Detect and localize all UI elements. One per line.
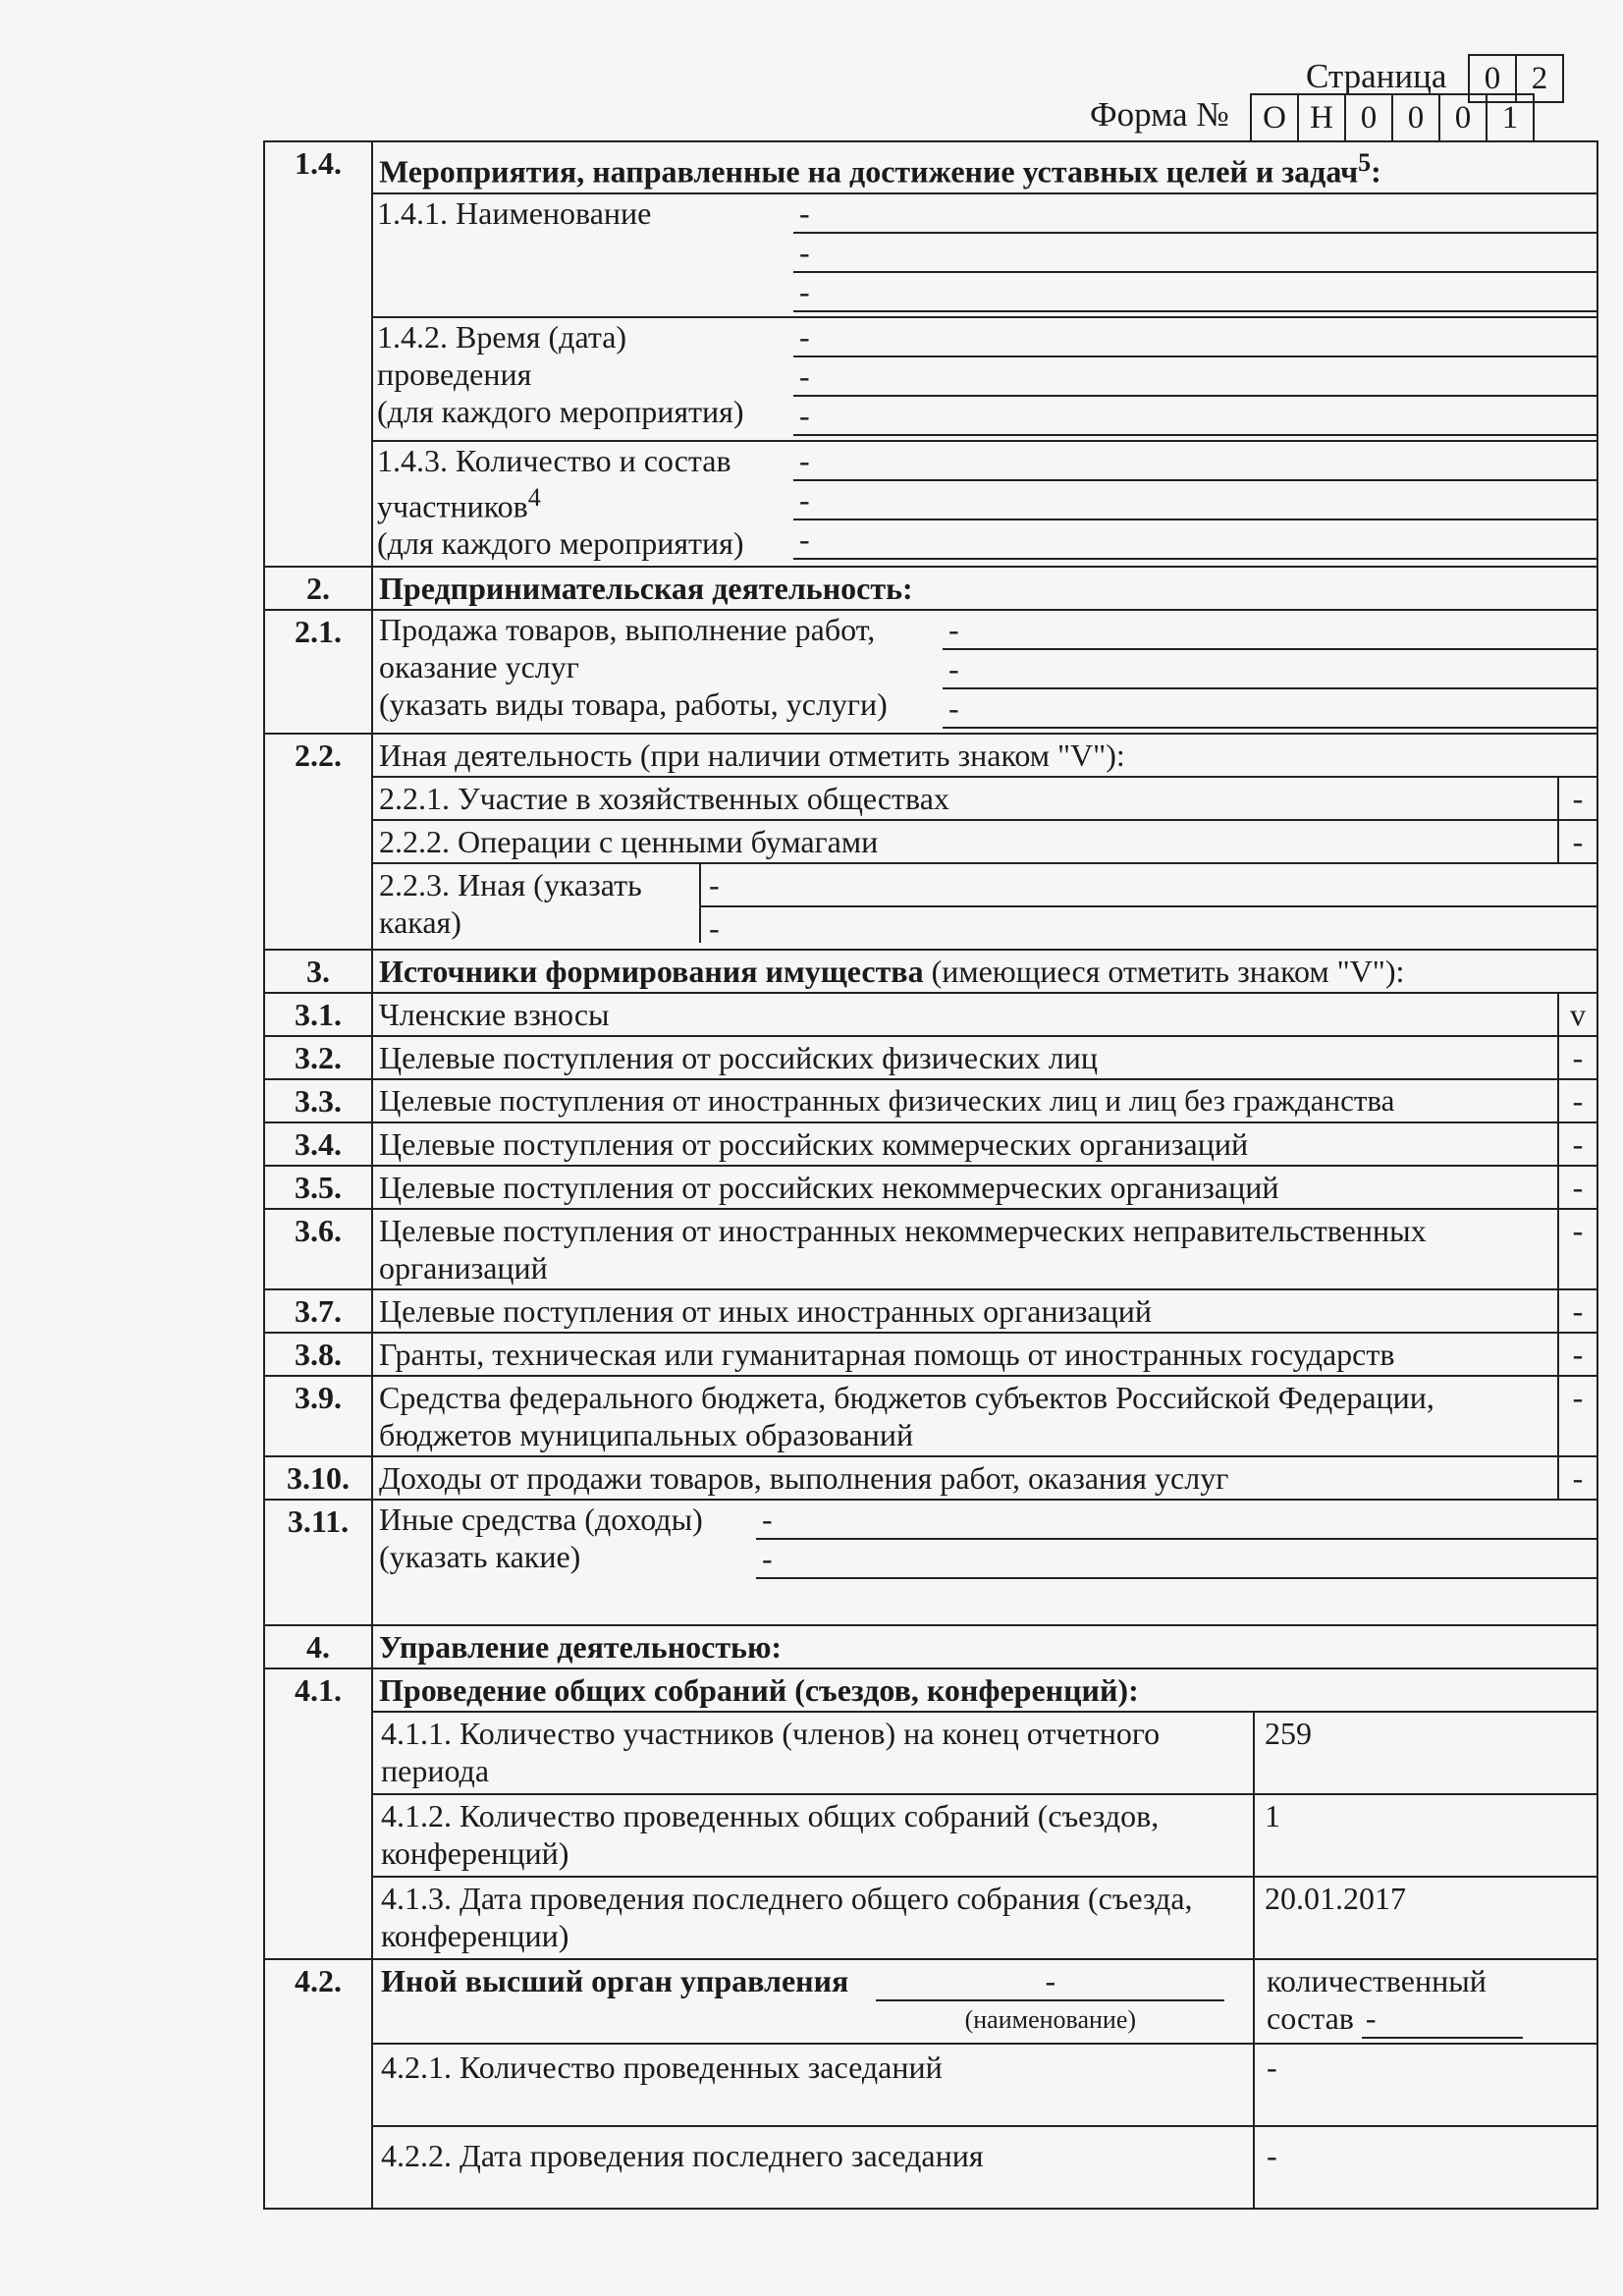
row-label: Иные средства (доходы) (указать какие)	[379, 1502, 703, 1575]
value-line: -	[701, 864, 1596, 907]
section-1-4	[264, 141, 1597, 193]
mark-cell: -	[1558, 1079, 1597, 1122]
row-title: Иной высший орган управления	[381, 1963, 849, 1999]
title-colon: :	[1371, 153, 1381, 190]
row-2-2-3	[264, 863, 1597, 950]
mark-cell: -	[1558, 1209, 1597, 1289]
mark-cell: -	[1558, 1456, 1597, 1500]
page-digit: 0	[1468, 54, 1517, 103]
row-label: 4.1.1. Количество участников (членов) на конец отчетного периода	[373, 1713, 1255, 1793]
row-1-4-1	[264, 193, 1597, 317]
mark-cell: -	[1558, 1289, 1597, 1333]
value-line: -	[756, 1501, 1596, 1540]
row-3-3: 3.3. Целевые поступления от иностранных физических лиц и лиц без гражданства -	[264, 1079, 1597, 1122]
section-title: Источники формирования имущества (имеющиеся отметить знаком "V"):	[372, 950, 1597, 993]
section-title	[372, 141, 1597, 193]
row-number: 4.1.	[264, 1668, 372, 1959]
row-number: 3.11.	[264, 1500, 372, 1625]
count-value: -	[1362, 1999, 1523, 2039]
row-4-1-2	[264, 1794, 1597, 1877]
value-line: -	[793, 318, 1596, 357]
row-2-2-1	[264, 777, 1597, 820]
report-form-table	[263, 140, 1598, 2210]
value-line: -	[793, 273, 1596, 312]
form-code-char: О	[1250, 93, 1299, 142]
row-3-10: 3.10. Доходы от продажи товаров, выполнения работ, оказания услуг -	[264, 1456, 1597, 1500]
form-code-char: 0	[1393, 93, 1440, 142]
section-title: Предпринимательская деятельность:	[372, 567, 1597, 610]
section-2	[264, 567, 1597, 610]
row-value: -	[1267, 2050, 1277, 2086]
form-code-char: Н	[1299, 93, 1346, 142]
row-4-2-2	[264, 2126, 1597, 2209]
form-code-char: 1	[1488, 93, 1535, 142]
page-digit: 2	[1517, 54, 1564, 103]
row-value: 20.01.2017	[1265, 1881, 1406, 1917]
row-label: 1.4.3. Количество и состав участников$^4$ (для каждого мероприятия)	[377, 442, 744, 562]
row-label: 1.4.2. Время (дата) проведения (для каждого мероприятия)	[377, 318, 744, 429]
row-2-2-2	[264, 820, 1597, 863]
value-line: -	[793, 357, 1596, 397]
row-3-9: 3.9. Средства федерального бюджета, бюджетов субъектов Российской Федерации, бюджетов муниципальных образований -	[264, 1376, 1597, 1456]
value-line: -	[943, 650, 1596, 689]
value-line: -	[943, 689, 1596, 729]
row-4-2-1	[264, 2044, 1597, 2126]
value-line: -	[943, 611, 1596, 650]
row-value: -	[1267, 2138, 1277, 2174]
row-3-6: 3.6. Целевые поступления от иностранных некоммерческих неправительственных организаций -	[264, 1209, 1597, 1289]
value-line: -	[793, 481, 1596, 520]
row-label: 4.2.2. Дата проведения последнего заседания	[373, 2127, 1255, 2208]
section-title: Управление деятельностью:	[372, 1625, 1597, 1668]
row-4-1-3	[264, 1877, 1597, 1959]
row-3-5: 3.5. Целевые поступления от российских некоммерческих организаций -	[264, 1166, 1597, 1209]
row-4-1	[264, 1668, 1597, 1712]
mark-cell: -	[1558, 1376, 1597, 1456]
row-label: 2.2.3. Иная (указать какая)	[373, 864, 701, 943]
row-number: 3.	[264, 950, 372, 993]
value-line: -	[793, 194, 1596, 234]
mark-cell: -	[1558, 777, 1597, 820]
row-3-1: 3.1. Членские взносы v	[264, 993, 1597, 1036]
value-line: -	[709, 910, 720, 947]
row-label: 4.2.1. Количество проведенных заседаний	[373, 2045, 1255, 2125]
row-number: 2.1.	[264, 610, 372, 734]
body-name-value: -	[876, 1962, 1224, 2001]
field-caption: (наименование)	[964, 2005, 1137, 2035]
row-3-4: 3.4. Целевые поступления от российских коммерческих организаций -	[264, 1122, 1597, 1166]
form-code-cells	[1250, 93, 1535, 142]
row-label: 4.1.3. Дата проведения последнего общего собрания (съезда, конференции)	[373, 1878, 1255, 1958]
row-number: 4.2.	[264, 1959, 372, 2209]
mark-cell: -	[1558, 1333, 1597, 1376]
row-3-8: 3.8. Гранты, техническая или гуманитарная помощь от иностранных государств -	[264, 1333, 1597, 1376]
form-label: Форма №	[1090, 95, 1229, 134]
form-code-char: 0	[1440, 93, 1488, 142]
row-label: 2.2.2. Операции с ценными бумагами	[372, 820, 1558, 863]
row-label: 2.2.1. Участие в хозяйственных обществах	[372, 777, 1558, 820]
count-label: количественный	[1267, 1963, 1487, 1999]
page-label: Страница	[1306, 57, 1447, 95]
mark-cell: v	[1558, 993, 1597, 1036]
section-4	[264, 1625, 1597, 1668]
mark-cell: -	[1558, 1122, 1597, 1166]
row-title: Проведение общих собраний (съездов, конференций):	[372, 1668, 1597, 1712]
section-3	[264, 950, 1597, 993]
mark-cell: -	[1558, 1166, 1597, 1209]
footnote-ref: 5	[1358, 148, 1372, 177]
row-1-4-3	[264, 441, 1597, 568]
row-3-2: 3.2. Целевые поступления от российских физических лиц -	[264, 1036, 1597, 1079]
mark-cell: -	[1558, 1036, 1597, 1079]
footnote-ref: 4	[527, 482, 541, 512]
row-value: 1	[1265, 1798, 1280, 1834]
row-3-7: 3.7. Целевые поступления от иных иностранных организаций -	[264, 1289, 1597, 1333]
row-number: 2.2.	[264, 734, 372, 950]
row-label: 4.1.2. Количество проведенных общих собраний (съездов, конференций)	[373, 1795, 1255, 1876]
value-line: -	[793, 234, 1596, 273]
row-4-2: 4.2. Иной высший орган управления - (наименование) количественный состав -	[264, 1959, 1597, 2044]
value-line: -	[793, 397, 1596, 436]
row-number: 4.	[264, 1625, 372, 1668]
value-line: -	[793, 520, 1596, 560]
row-2-1	[264, 610, 1597, 734]
value-line: -	[793, 442, 1596, 481]
form-code-char: 0	[1346, 93, 1393, 142]
mark-cell: -	[1558, 820, 1597, 863]
row-1-4-2	[264, 317, 1597, 441]
row-2-2	[264, 734, 1597, 777]
row-title: Иная деятельность (при наличии отметить знаком "V"):	[372, 734, 1597, 777]
row-number: 2.	[264, 567, 372, 610]
row-3-11	[264, 1500, 1597, 1625]
section-title-text: Мероприятия, направленные на достижение уставных целей и задач	[379, 153, 1359, 190]
value-line: -	[756, 1540, 1596, 1579]
row-value: 259	[1265, 1716, 1312, 1752]
row-label: Продажа товаров, выполнение работ, оказание услуг (указать виды товара, работы, услуги)	[379, 612, 888, 723]
row-number: 1.4.	[264, 141, 372, 567]
row-4-1-1	[264, 1712, 1597, 1794]
row-label: 1.4.1. Наименование	[377, 194, 652, 231]
